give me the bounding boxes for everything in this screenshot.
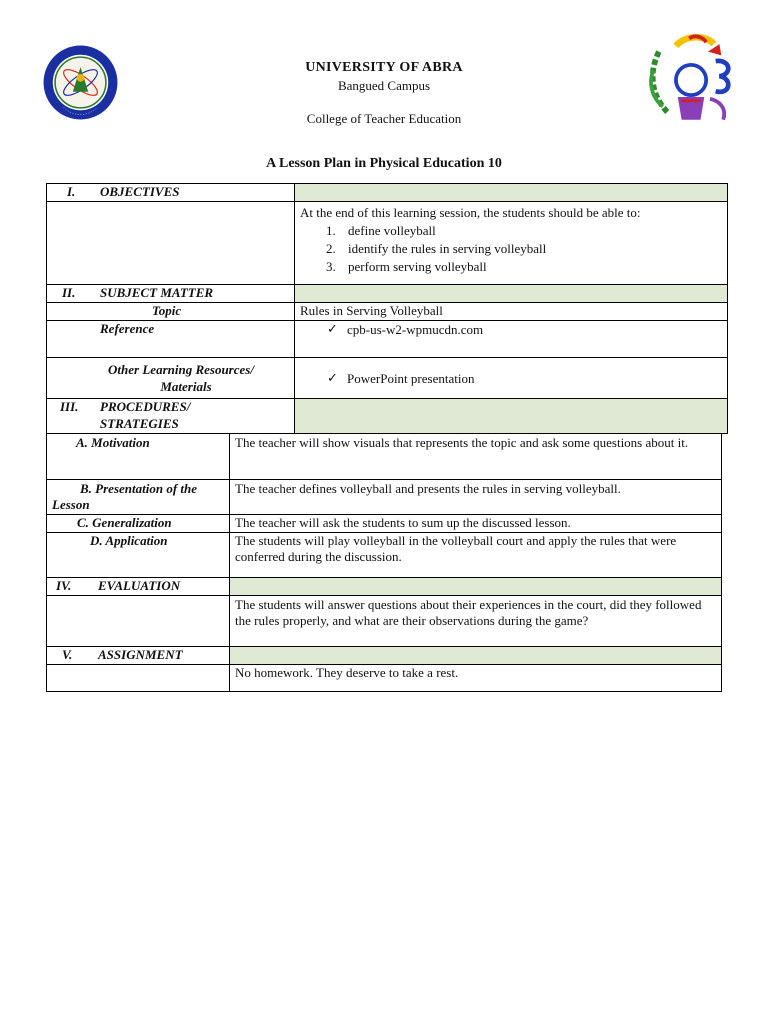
procedures-accent-cell (294, 398, 728, 434)
subject-accent-cell (294, 284, 728, 303)
resources-label-line1: Other Learning Resources/ (108, 362, 254, 377)
resources-value: PowerPoint presentation (347, 371, 475, 386)
objectives-roman: I. (67, 184, 76, 199)
generalization-label: C. Generalization (77, 515, 172, 530)
lesson-plan-title: A Lesson Plan in Physical Education 10 (266, 156, 502, 171)
objectives-left-cell (46, 201, 295, 285)
procedures-heading-line2: STRATEGIES (100, 416, 179, 431)
evaluation-accent-cell (229, 577, 722, 596)
evaluation-heading: EVALUATION (98, 578, 181, 593)
application-value: The students will play volleyball in the volleyball court and apply the rules that were conferred during the discussion. (235, 533, 677, 564)
motivation-value: The teacher will show visuals that represents the topic and ask some questions about it. (235, 435, 689, 450)
reference-value: cpb-us-w2-wpmucdn.com (347, 322, 484, 337)
objective-number: 2. (326, 241, 336, 256)
presentation-value: The teacher defines volleyball and presents the rules in serving volleyball. (235, 481, 621, 496)
presentation-label-line2: Lesson (52, 497, 90, 512)
objectives-accent-cell (294, 183, 728, 202)
objective-number: 3. (326, 259, 336, 274)
objective-item (300, 222, 725, 240)
objective-text: perform serving volleyball (348, 259, 487, 274)
evaluation-value: The students will answer questions about their experiences in the court, did they followed the rules properly, and what are their observations during the game? (235, 597, 702, 628)
procedures-heading-line1: PROCEDURES/ (100, 399, 191, 414)
assignment-accent-cell (229, 646, 722, 665)
resources-label-line2: Materials (160, 379, 212, 394)
subject-roman: II. (62, 285, 76, 300)
university-name: UNIVERSITY OF ABRA (305, 60, 463, 75)
presentation-label-line1: B. Presentation of the (80, 481, 198, 496)
college-name: College of Teacher Education (306, 111, 462, 126)
generalization-value: The teacher will ask the students to sum up the discussed lesson. (235, 515, 571, 530)
assignment-left-cell (46, 664, 230, 692)
objective-text: identify the rules in serving volleyball (348, 241, 547, 256)
reference-label: Reference (100, 321, 155, 336)
motivation-label: A. Motivation (76, 435, 150, 450)
application-label: D. Application (90, 533, 168, 548)
evaluation-roman: IV. (56, 578, 72, 593)
campus-name: Bangued Campus (337, 78, 431, 93)
checkmark-icon: ✓ (327, 370, 338, 385)
checkmark-icon: ✓ (327, 321, 338, 336)
assignment-roman: V. (62, 647, 73, 662)
procedures-roman: III. (60, 399, 79, 414)
subject-heading: SUBJECT MATTER (100, 285, 214, 300)
objectives-heading: OBJECTIVES (100, 184, 180, 199)
objective-item (300, 258, 725, 276)
evaluation-left-cell (46, 595, 230, 647)
objective-number: 1. (326, 223, 336, 238)
objective-item (300, 240, 725, 258)
reference-label-cell (46, 320, 295, 358)
objectives-intro: At the end of this learning session, the students should be able to: (300, 205, 641, 220)
topic-label: Topic (152, 303, 182, 318)
assignment-value: No homework. They deserve to take a rest. (235, 665, 459, 680)
objective-text: define volleyball (348, 223, 436, 238)
topic-value: Rules in Serving Volleyball (300, 303, 443, 318)
assignment-heading: ASSIGNMENT (98, 647, 183, 662)
objectives-list (300, 222, 725, 276)
